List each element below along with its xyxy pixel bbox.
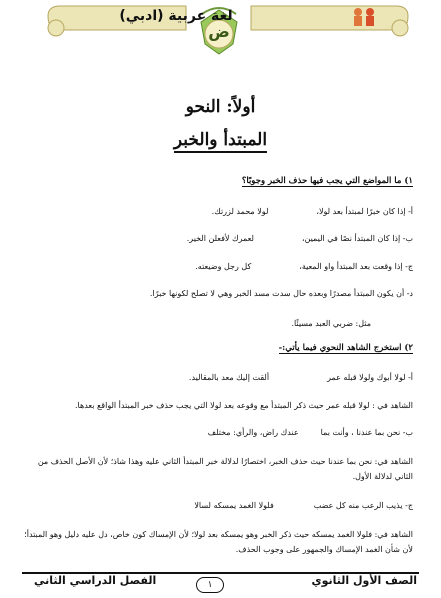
q1-a-example: لولا محمد لزرتك. — [211, 207, 269, 216]
q2-answer-b: الشاهد في: نحن بما عندنا حيث حذف الخبر، اختصارًا لدلالة خبر المبتدأ الثاني عليه وهذا شاذ؛ لأن الأصل الحذف من الثاني لدلالة الأول. — [37, 457, 413, 481]
q2-verse-a — [22, 372, 413, 383]
q1-d-example: مثل: ضربي العبد مسيئًا. — [291, 319, 371, 328]
q1-a-label: أ- إذا كان خبرًا لمبتدأ بعد لولا، — [316, 207, 413, 216]
q1-b-label: ب- إذا كان المبتدأ نصًا في اليمين، — [301, 234, 413, 243]
q2-heading — [22, 343, 413, 354]
q2-verse-b — [22, 427, 413, 438]
topic-title — [0, 130, 441, 150]
q2-c-verse-first: ج- يذيب الرعب منه كل عضب — [313, 501, 413, 510]
q2-answer-c: الشاهد في: فلولا الغمد يمسكه حيث ذكر الخبر وهو يمسكه بعد لولا؛ لأن الإمساك كون خاص، دل عليه دليل وهو المبتدأ؛ لأن شأن الغمد الإمساك والجمهور على وجوب الحذف. — [24, 530, 413, 554]
q2-a-verse-second: ألقت إليك معد بالمقاليد. — [188, 373, 270, 382]
footer-grade: الصف الأول الثانوي — [311, 574, 417, 587]
q1-item-b — [22, 233, 413, 244]
header-banner — [36, 0, 418, 62]
q2-a-verse-first: أ- لولا أبوك ولولا قبله عمر — [327, 373, 413, 382]
q2-heading-text: ٢) استخرج الشاهد النحوي فيما يأتي:- — [278, 343, 413, 353]
subject-title: لغة عربية (ادبي) — [119, 8, 233, 24]
q1-c-example: كل رجل وضيعته. — [195, 262, 252, 271]
q2-answer-a: الشاهد في : لولا قبله عمر حيث ذكر المبتدأ مع وقوعه بعد لولا التي يجب حذف خبر المبتدأ الواقع بعدها. — [75, 401, 413, 410]
q2-c-verse-second: فلولا الغمد يمسكه لسالا — [194, 501, 274, 510]
q2-b-verse-second: عندك راض، والرأي: مختلف — [207, 428, 299, 437]
q1-item-c — [22, 261, 413, 272]
q2-b-verse-first: ب- نحن بما عندنا ، وأنت بما — [320, 428, 413, 437]
q1-c-label: ج- إذا وقعت بعد المبتدأ واو المعية، — [299, 262, 413, 271]
footer-term: الفصل الدراسي الثاني — [34, 574, 157, 587]
topic-title-text: المبتدأ والخبر — [174, 130, 267, 153]
q2-verse-c — [22, 500, 413, 511]
q1-item-d: د- أن يكون المبتدأ مصدرًا وبعده حال سدت مسد الخبر وهي لا تصلح لكونها خبرًا. — [149, 289, 413, 298]
page-number: ١ — [196, 577, 224, 593]
q1-b-example: لعمرك لأفعلن الخير. — [186, 234, 254, 243]
q1-item-a — [22, 206, 413, 217]
q1-heading-text: ١) ما المواضع التي يجب فيها حذف الخبر وجوبًا؟ — [241, 176, 413, 186]
section-title: أولاً: النحو — [185, 97, 256, 117]
logo-letter: ض — [208, 22, 230, 41]
q1-heading — [22, 176, 413, 187]
